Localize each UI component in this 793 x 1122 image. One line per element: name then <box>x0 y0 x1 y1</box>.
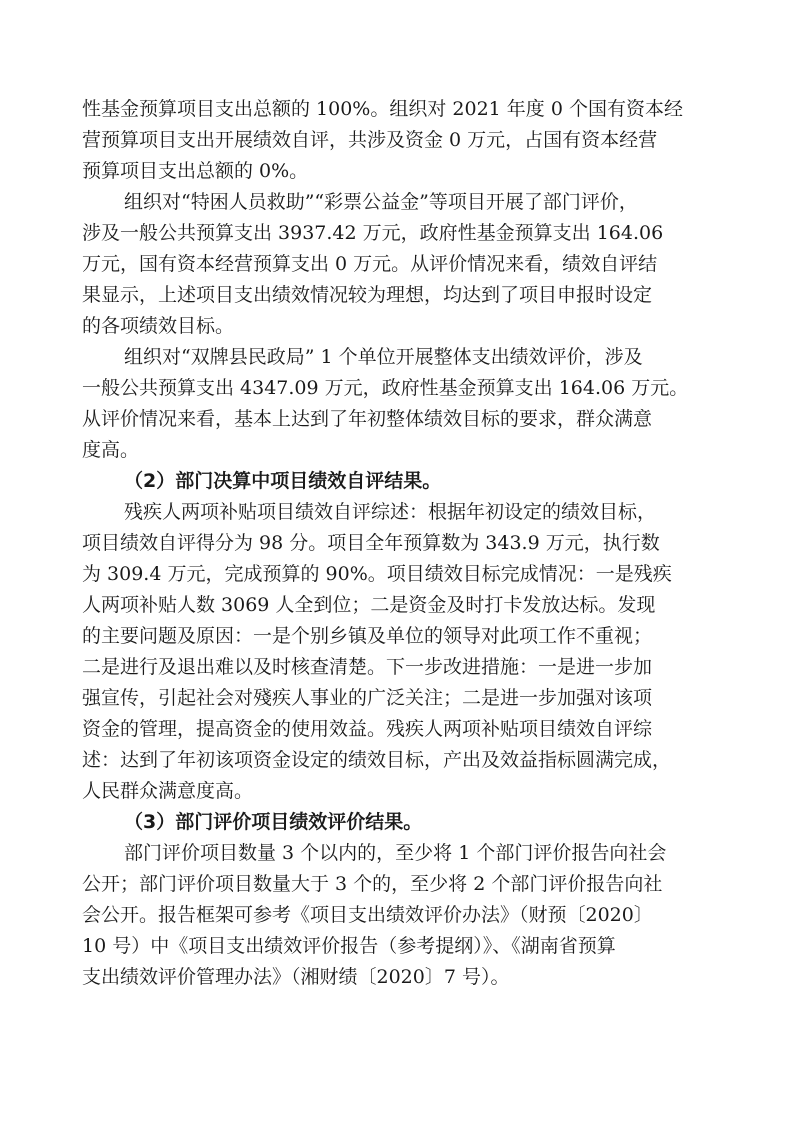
text-line: 组织对“特困人员救助”“彩票公益金”等项目开展了部门评价， <box>124 191 638 213</box>
text-line: 残疾人两项补贴项目绩效自评综述：根据年初设定的绩效目标， <box>124 501 657 523</box>
text-line: 万元，国有资本经营预算支出 0 万元。从评价情况来看，绩效自评结 <box>82 253 658 275</box>
paragraph-2 <box>82 187 722 342</box>
text-line: 度高。 <box>82 439 140 461</box>
text-line: 述：达到了年初该项资金设定的绩效目标，产出及效益指标圆满完成， <box>82 749 672 771</box>
text-line: 为 309.4 万元，完成预算的 90%。项目绩效目标完成情况：一是残疾 <box>82 563 672 585</box>
text-line: 项目绩效自评得分为 98 分。项目全年预算数为 343.9 万元，执行数 <box>82 532 660 554</box>
text-line: 部门评价项目数量 3 个以内的，至少将 1 个部门评价报告向社会 <box>124 842 667 864</box>
text-line: 组织对“双牌县民政局” 1 个单位开展整体支出绩效评价，涉及 <box>124 346 643 368</box>
section-heading-3: （3）部门评价项目绩效评价结果。 <box>124 811 423 833</box>
paragraph-5 <box>82 838 722 993</box>
text-line: 营预算项目支出开展绩效自评，共涉及资金 0 万元，占国有资本经营 <box>82 129 658 151</box>
text-line: 二是进行及退出难以及时核查清楚。下一步改进措施：一是进一步加 <box>82 656 653 678</box>
text-line: 的主要问题及原因：一是个别乡镇及单位的领导对此项工作不重视； <box>82 625 653 647</box>
paragraph-1 <box>82 94 722 187</box>
text-line: 10 号）中《项目支出绩效评价报告（参考提纲）》、《湖南省预算 <box>82 935 616 957</box>
paragraph-3 <box>82 342 722 466</box>
text-line: 人两项补贴人数 3069 人全到位；二是资金及时打卡发放达标。发现 <box>82 594 656 616</box>
text-line: 支出绩效评价管理办法》（湘财绩〔2020〕7 号）。 <box>82 966 510 988</box>
text-line: 会公开。报告框架可参考《项目支出绩效评价办法》（财预〔2020〕 <box>82 904 653 926</box>
text-line: 一般公共预算支出 4347.09 万元，政府性基金预算支出 164.06 万元。 <box>82 377 689 399</box>
text-line: 性基金预算项目支出总额的 100%。组织对 2021 年度 0 个国有资本经 <box>82 98 683 120</box>
text-line: 资金的管理，提高资金的使用效益。残疾人两项补贴项目绩效自评综 <box>82 718 653 740</box>
text-line: 果显示，上述项目支出绩效情况较为理想，均达到了项目申报时设定 <box>82 284 653 306</box>
document-page <box>82 94 722 993</box>
text-line: 预算项目支出总额的 0%。 <box>82 160 309 182</box>
paragraph-4 <box>82 497 722 807</box>
text-line: 强宣传，引起社会对殘疾人事业的广泛关注；二是进一步加强对该项 <box>82 687 653 709</box>
text-line: 涉及一般公共预算支出 3937.42 万元，政府性基金预算支出 164.06 <box>82 222 664 244</box>
text-line: 公开；部门评价项目数量大于 3 个的，至少将 2 个部门评价报告向社 <box>82 873 663 895</box>
text-line: 的各项绩效目标。 <box>82 315 235 337</box>
text-line: 人民群众满意度高。 <box>82 780 254 802</box>
section-heading-2: （2）部门决算中项目绩效自评结果。 <box>124 470 442 492</box>
text-line: 从评价情况来看，基本上达到了年初整体绩效目标的要求，群众满意 <box>82 408 653 430</box>
